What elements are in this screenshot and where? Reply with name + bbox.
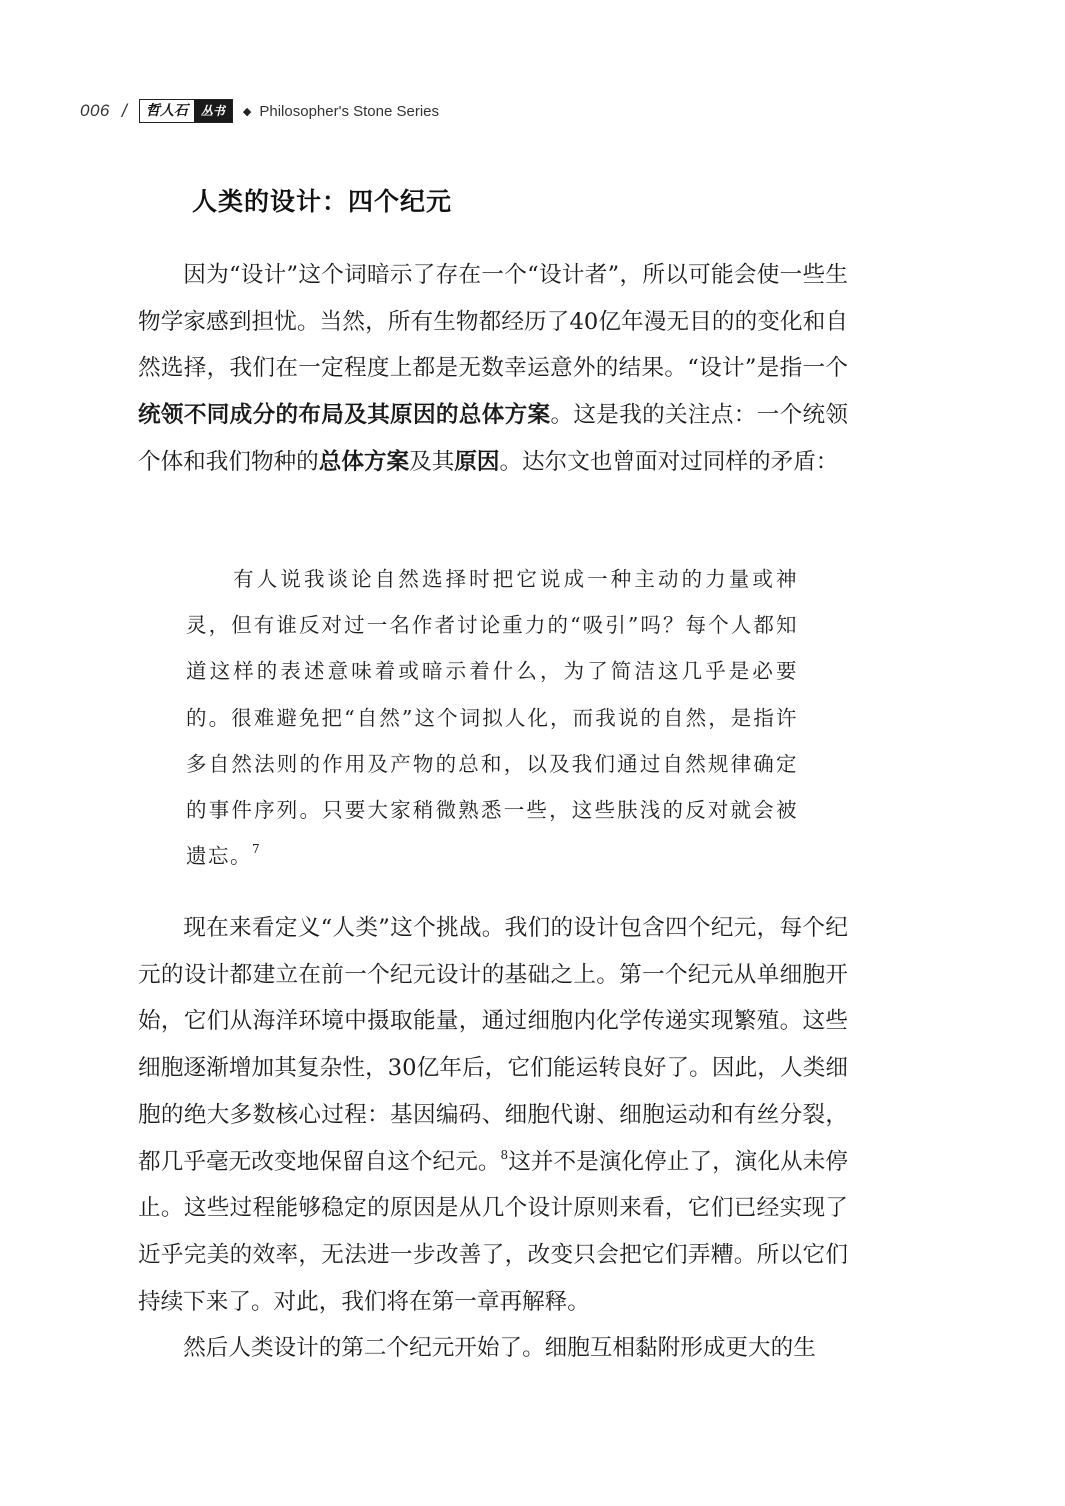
paragraph-text: 。这是我的关注点：一个统领个体和我们物种的: [138, 402, 849, 475]
page-number: 006: [80, 101, 110, 120]
series-logo-name: 哲人石: [145, 103, 188, 119]
paragraph-text: 及其: [409, 448, 455, 475]
header-separator: /: [121, 100, 127, 121]
paragraph-text: 这并不是演化停止了，演化从未停止。这些过程能够稳定的原因是从几个设计原则来看，它们已经实现了近乎完美的效率，无法进一步改善了，改变只会把它们弄糟。所以它们持续下来了。对此，我们将在第一章再解释。: [138, 1148, 849, 1315]
paragraph-text: 现在来看定义“人类”这个挑战。我们的设计包含四个纪元，每个纪元的设计都建立在前一个纪元设计的基础之上。第一个纪元从单细胞开始，它们从海洋环境中摄取能量，通过细胞内化学传递实现繁殖。这些细胞逐渐增加其复杂性，30亿年后，它们能运转良好了。因此，人类细胞的绝大多数核心过程：基因编码、细胞代谢、细胞运动和有丝分裂，都几乎毫无改变地保留自这个纪元。: [138, 915, 848, 1175]
emphasis-text: 统领不同成分的布局及其原因的总体方案: [138, 402, 551, 429]
series-logo-tag: 丛书: [194, 100, 232, 122]
paragraph-text: 因为“设计”这个词暗示了存在一个“设计者”，所以可能会使一些生物学家感到担忧。当然，所有生物都经历了40亿年漫无目的的变化和自然选择，我们在一定程度上都是无数幸运意外的结果。“设计”是指一个: [138, 262, 848, 382]
section-title: 人类的设计：四个纪元: [192, 187, 453, 216]
darwin-quote: [186, 556, 798, 879]
emphasis-text: 总体方案: [318, 448, 410, 475]
paragraph-text: 然后人类设计的第二个纪元开始了。细胞互相黏附形成更大的生: [183, 1335, 816, 1361]
body-paragraph-2: [138, 905, 848, 1325]
footnote-ref-8[interactable]: 8: [500, 1147, 509, 1162]
body-paragraph-1: [138, 252, 848, 486]
emphasis-text: 原因: [454, 448, 500, 475]
paragraph-text: 。达尔文也曾面对过同样的矛盾：: [499, 448, 839, 475]
footnote-ref-7[interactable]: 7: [252, 842, 262, 857]
series-logo: [139, 99, 233, 123]
series-name: Philosopher's Stone Series: [259, 102, 440, 120]
body-paragraph-3: [138, 1325, 848, 1372]
running-header: [80, 96, 439, 126]
diamond-icon: ◆: [242, 105, 252, 118]
quote-text: 有人说我谈论自然选择时把它说成一种主动的力量或神灵，但有谁反对过一名作者讨论重力的“吸引”吗？每个人都知道这样的表述意味着或暗示着什么，为了简洁这几乎是必要的。很难避免把“自然”这个词拟人化，而我说的自然，是指许多自然法则的作用及产物的总和，以及我们通过自然规律确定的事件序列。只要大家稍微熟悉一些，这些肤浅的反对就会被遗忘。: [186, 567, 798, 869]
